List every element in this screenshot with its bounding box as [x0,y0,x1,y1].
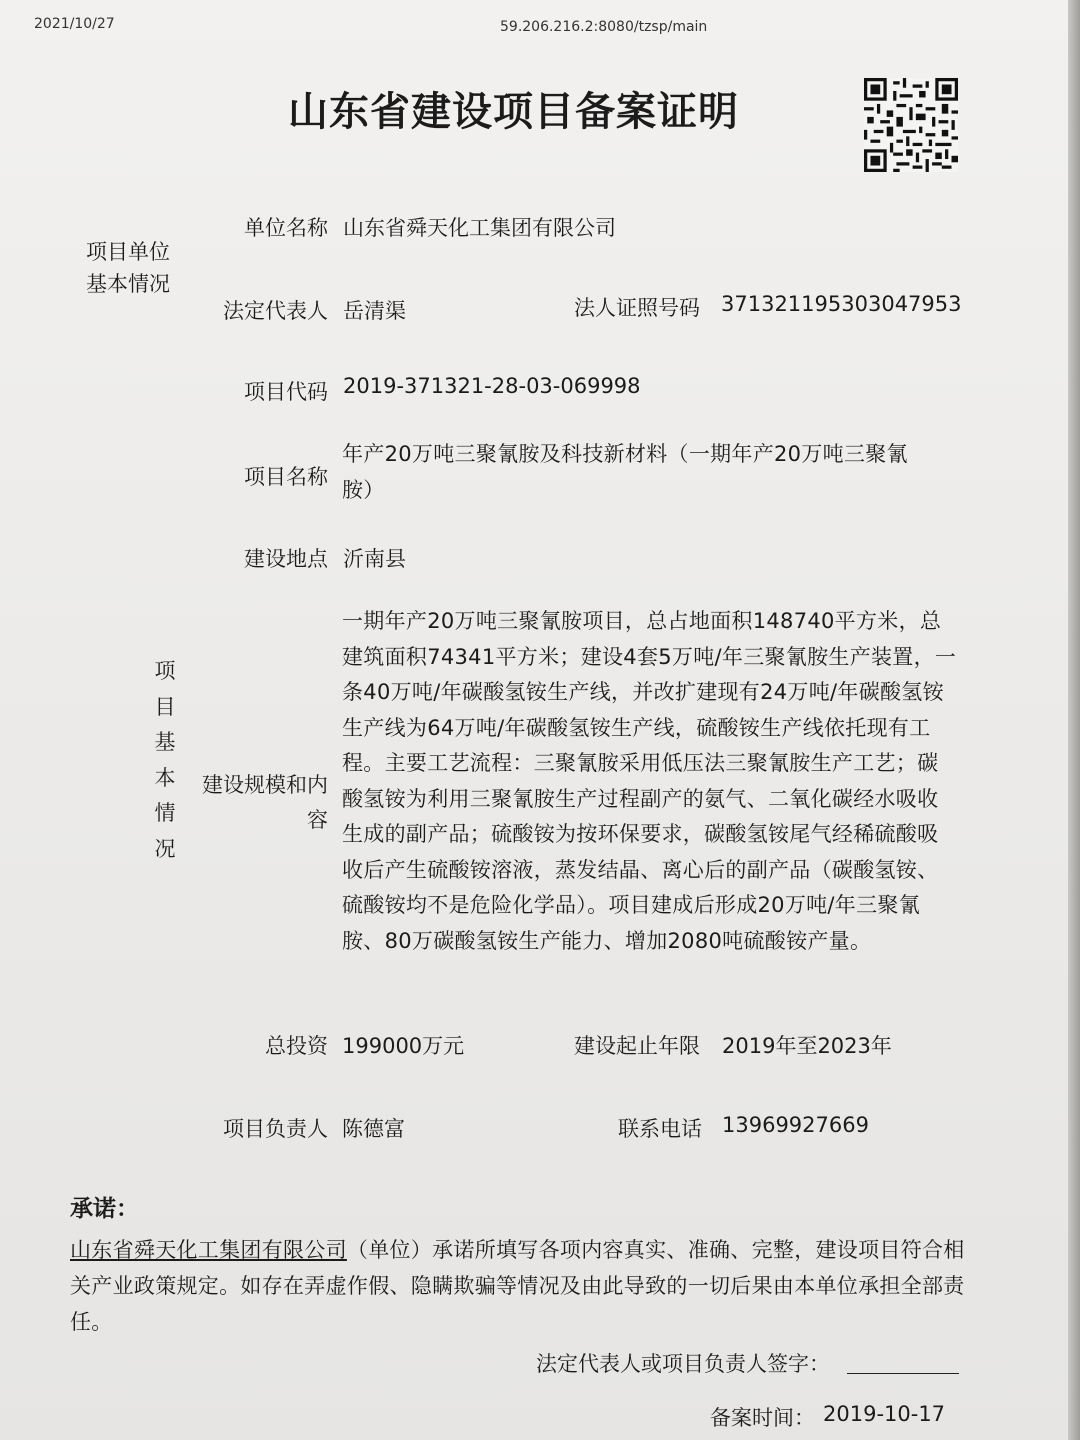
period-value: 2019年至2023年 [722,1034,892,1058]
filing-date-label: 备案时间： [710,1406,815,1430]
project-name-label: 项目名称 [244,465,328,489]
project-section-char: 本 [154,765,176,790]
promise-text [70,1232,965,1340]
location-value: 沂南县 [343,547,406,571]
filing-date-value: 2019-10-17 [823,1402,946,1426]
promise-heading: 承诺： [70,1196,139,1222]
scale-value: 一期年产20万吨三聚氰胺项目，总占地面积148740平方米，总建筑面积74341平方米；建设4套5万吨/年三聚氰胺生产装置，一条40万吨/年碳酸氢铵生产线，并改扩建现有24万吨/年碳酸氢铵生产线为64万吨/年碳酸氢铵生产线，硫酸铵生产线依托现有工程。主要工艺流程：三聚氰胺采用低压法三聚氰胺生产工艺；碳酸氢铵为利用三聚氰胺生产过程副产的氨气、二氧化碳经水吸收生成的副产品；硫酸铵为按环保要求，碳酸氢铵尾气经稀硫酸吸收后产生硫酸铵溶液，蒸发结晶、离心后的副产品（碳酸氢铵、硫酸铵均不是危险化学品）。项目建成后形成20万吨/年三聚氰胺、80万碳酸氢铵生产能力、增加2080吨硫酸铵产量。 [342,609,957,953]
period-label: 建设起止年限 [574,1034,700,1058]
paper-edge [1068,0,1080,1440]
qr-code-icon [864,78,958,172]
id-number-value: 371321195303047953 [721,292,962,316]
document-title: 山东省建设项目备案证明 [288,89,739,135]
project-section-char: 情 [154,801,176,825]
promise-company: 山东省舜天化工集团有限公司 [70,1238,347,1262]
manager-label: 项目负责人 [223,1117,328,1141]
investment-value: 199000万元 [342,1034,465,1058]
signature-line [847,1373,959,1374]
location-label: 建设地点 [244,547,328,571]
phone-label: 联系电话 [618,1117,702,1141]
legal-rep-value: 岳清渠 [343,299,406,323]
promise-body: （单位）承诺所填写各项内容真实、准确、完整，建设项目符合相关产业政策规定。如存在弄虚作假、隐瞒欺骗等情况及由此导致的一切后果由本单位承担全部责任。 [70,1238,965,1334]
legal-rep-label: 法定代表人 [223,299,328,323]
phone-value: 13969927669 [722,1113,869,1137]
manager-value: 陈德富 [342,1117,405,1141]
scale-label: 建设规模和内容 [202,773,328,832]
unit-name-value: 山东省舜天化工集团有限公司 [343,216,616,240]
unit-name-label: 单位名称 [244,216,328,240]
unit-section-label: 项目单位 基本情况 [86,240,170,296]
print-date: 2021/10/27 [34,16,115,32]
project-section-char: 目 [154,694,176,719]
project-section-char: 况 [154,836,176,861]
project-name-value: 年产20万吨三聚氰胺及科技新材料（一期年产20万吨三聚氰胺） [342,442,908,502]
id-number-label: 法人证照号码 [574,296,700,320]
project-section-label [150,654,180,867]
project-section-char: 项 [154,659,176,683]
print-url: 59.206.216.2:8080/tzsp/main [500,19,708,35]
project-code-value: 2019-371321-28-03-069998 [343,374,641,398]
signature-label: 法定代表人或项目负责人签字： [536,1352,830,1376]
investment-label: 总投资 [265,1034,328,1058]
project-section-char: 基 [154,730,176,754]
project-code-label: 项目代码 [244,380,328,404]
